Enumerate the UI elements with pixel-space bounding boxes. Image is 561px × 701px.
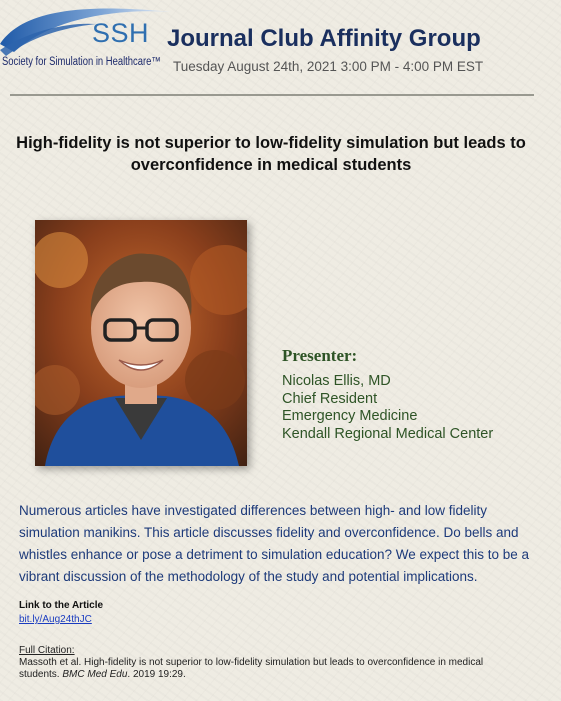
event-date: Tuesday August 24th, 2021 3:00 PM - 4:00 PM EST [173, 59, 484, 74]
presenter-name: Nicolas Ellis, MD [282, 373, 391, 389]
article-title: High-fidelity is not superior to low-fidelity simulation but leads to overconfidence in medical students [16, 134, 526, 174]
presenter-info [282, 373, 493, 443]
header-divider [10, 94, 534, 96]
presenter-department: Emergency Medicine [282, 408, 418, 424]
citation-label: Full Citation: [19, 645, 75, 656]
article-link-label: Link to the Article [19, 600, 104, 611]
citation-body: Massoth et al. High-fidelity is not superior to low-fidelity simulation but leads to overconfidence in medical students. [19, 657, 484, 680]
event-description: Numerous articles have investigated differences between high- and low fidelity simulation manikins. This article discusses fidelity and overconfidence. Do bells and whistles enhance or pose a detriment to simulation education? We expect this to be a vibrant discussion of the methodology of the study and potential implications. [19, 503, 530, 584]
citation-journal: BMC Med Edu [62, 669, 128, 680]
presenter-photo [35, 220, 247, 466]
page-title: Journal Club Affinity Group [167, 25, 481, 52]
article-link[interactable]: bit.ly/Aug24thJC [19, 614, 92, 625]
ssh-logo-tagline: Society for Simulation in Healthcare™ [2, 56, 161, 68]
ssh-logo-text: SSH [92, 18, 150, 48]
citation-text [19, 657, 489, 681]
presenter-heading: Presenter: [282, 346, 358, 365]
presenter-institution: Kendall Regional Medical Center [282, 425, 494, 442]
presenter-role: Chief Resident [282, 390, 378, 407]
citation-details: . 2019 19:29. [127, 669, 186, 680]
